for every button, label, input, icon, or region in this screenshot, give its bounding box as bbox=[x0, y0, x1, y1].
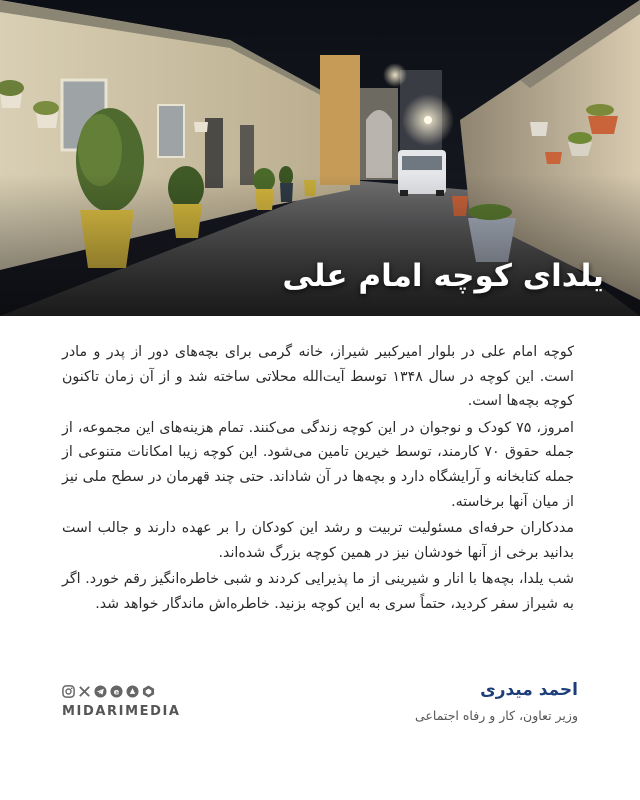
instagram-icon[interactable] bbox=[62, 685, 75, 698]
header-photo bbox=[0, 0, 640, 316]
rubika-icon[interactable] bbox=[142, 685, 155, 698]
brand-block bbox=[62, 684, 192, 719]
paragraph: امروز، ۷۵ کودک و نوجوان در این کوچه زندگی می‌کنند. تمام هزینه‌های این مجموعه، از جمله حقوق ۷۰ کارمند، توسط خیرین تامین می‌شود. این کوچه زیبا امکانات متنوعی از جمله کتابخانه و آرایشگاه دارد و بچه‌ها در آن شاد‌اند. حتی چند قهرمان در سطح ملی نیز از میان آنها برخاسته. bbox=[62, 419, 574, 510]
signature-block bbox=[415, 678, 578, 726]
telegram-icon[interactable] bbox=[94, 685, 107, 698]
paragraph: شب یلدا، بچه‌ها با انار و شیرینی از ما پذیرایی کردند و شبی خاطره‌انگیز رقم خورد. اگر به شیراز سفر کردید، حتماً سری به این کوچه بزنید. خاطره‌اش ماندگار خواهد شد. bbox=[62, 571, 574, 612]
brand-name: MIDARIMEDIA bbox=[62, 704, 181, 719]
eitaa-icon[interactable] bbox=[110, 685, 123, 698]
headline: یلدای کوچه امام علی bbox=[282, 258, 604, 294]
article-body bbox=[62, 340, 574, 619]
x-icon[interactable] bbox=[78, 685, 91, 698]
paragraph: کوچه امام علی در بلوار امیرکبیر شیراز، خانه گرمی برای بچه‌های دور از پدر و مادر است. این کوچه در سال ۱۳۴۸ توسط آیت‌الله محلاتی ساخته شد و از آن زمان تاکنون کوچه بچه‌ها است. bbox=[62, 344, 574, 410]
bale-icon[interactable] bbox=[126, 685, 139, 698]
svg-text:e: e bbox=[113, 686, 120, 697]
paragraph: مددکاران حرفه‌ای مسئولیت تربیت و رشد این کودکان را بر عهده دارند و جالب است بدانید برخی از آنها خودشان نیز در همین کوچه بزرگ شده‌اند. bbox=[62, 520, 574, 561]
author-name: احمد میدری bbox=[480, 680, 578, 700]
social-icons bbox=[62, 684, 192, 698]
author-role: وزیر تعاون، کار و رفاه اجتماعی bbox=[415, 708, 578, 723]
